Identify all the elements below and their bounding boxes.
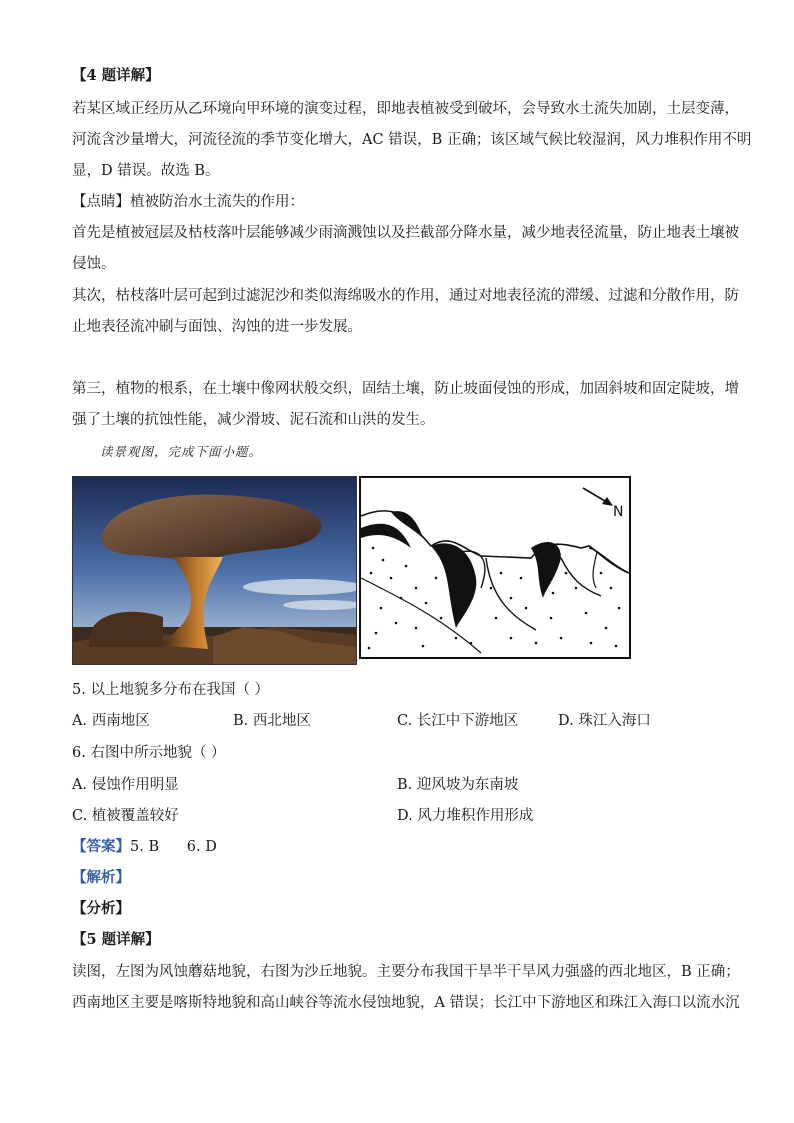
sand-dots bbox=[368, 547, 621, 650]
section5-heading: 【5 题详解】 bbox=[72, 931, 160, 948]
section5-text: 西南地区主要是喀斯特地貌和高山峡谷等流水侵蚀地貌，A 错误；长江中下游地区和珠江入海口以流水沉 bbox=[72, 995, 740, 1011]
question-prompt: 读景观图，完成下面小题。 bbox=[100, 444, 263, 459]
dianjing-text: 强了土壤的抗蚀性能，减少滑坡、泥石流和山洪的发生。 bbox=[72, 412, 435, 428]
q5-option-d[interactable]: D. 珠江入海口 bbox=[558, 713, 651, 729]
jiexi-heading: 【解析】 bbox=[72, 869, 130, 886]
dianjing-text: 首先是植被冠层及枯枝落叶层能够减少雨滴溅蚀以及拦截部分降水量，减少地表径流量，防止地表土壤被 bbox=[72, 225, 739, 241]
answer-text: 5. B 6. D bbox=[130, 839, 217, 855]
q6-option-d[interactable]: D. 风力堆积作用形成 bbox=[397, 808, 534, 824]
question-5-stem: 5. 以上地貌多分布在我国（ ） bbox=[72, 682, 270, 698]
section4-text: 显，D 错误。故选 B。 bbox=[72, 163, 220, 179]
answer-label: 【答案】 bbox=[72, 838, 130, 855]
q5-option-a[interactable]: A. 西南地区 bbox=[72, 713, 150, 729]
q6-option-b[interactable]: B. 迎风坡为东南坡 bbox=[397, 777, 519, 793]
dianjing-text: 其次，枯枝落叶层可起到过滤泥沙和类似海绵吸水的作用，通过对地表径流的滞缓、过滤和分散作用，防 bbox=[72, 288, 739, 304]
dianjing-text: 止地表径流冲刷与面蚀、沟蚀的进一步发展。 bbox=[72, 319, 362, 335]
north-label: N bbox=[613, 504, 624, 520]
q6-option-a[interactable]: A. 侵蚀作用明显 bbox=[72, 777, 179, 793]
q6-option-c[interactable]: C. 植被覆盖较好 bbox=[72, 808, 179, 824]
mushroom-rock-image bbox=[73, 477, 356, 664]
answer-line bbox=[72, 837, 217, 857]
fenxi-heading: 【分析】 bbox=[72, 900, 130, 917]
section4-heading: 【4 题详解】 bbox=[72, 67, 160, 84]
q5-option-b[interactable]: B. 西北地区 bbox=[233, 713, 311, 729]
dianjing-text: 侵蚀。 bbox=[72, 256, 116, 272]
mushroom-rock-photo bbox=[72, 476, 357, 665]
question-6-stem: 6. 右图中所示地貌（ ） bbox=[72, 745, 226, 761]
dianjing-heading: 【点睛】植被防治水土流失的作用： bbox=[72, 194, 304, 210]
dianjing-text: 第三，植物的根系，在土壤中像网状般交织，固结土壤，防止坡面侵蚀的形成，加固斜坡和固定陡坡，增 bbox=[72, 381, 739, 397]
sand-dune-sketch bbox=[359, 476, 631, 659]
q5-option-c[interactable]: C. 长江中下游地区 bbox=[397, 713, 519, 729]
section4-text: 河流含沙量增大，河流径流的季节变化增大，AC 错误，B 正确；该区域气候比较湿润，风力堆积作用不明 bbox=[72, 132, 752, 148]
section5-text: 读图，左图为风蚀蘑菇地貌，右图为沙丘地貌。主要分布我国干旱半干旱风力强盛的西北地区，B 正确； bbox=[72, 964, 740, 980]
section4-text: 若某区域正经历从乙环境向甲环境的演变过程，即地表植被受到破坏，会导致水土流失加剧，土层变薄， bbox=[72, 101, 739, 117]
dune-diagram bbox=[361, 478, 629, 657]
